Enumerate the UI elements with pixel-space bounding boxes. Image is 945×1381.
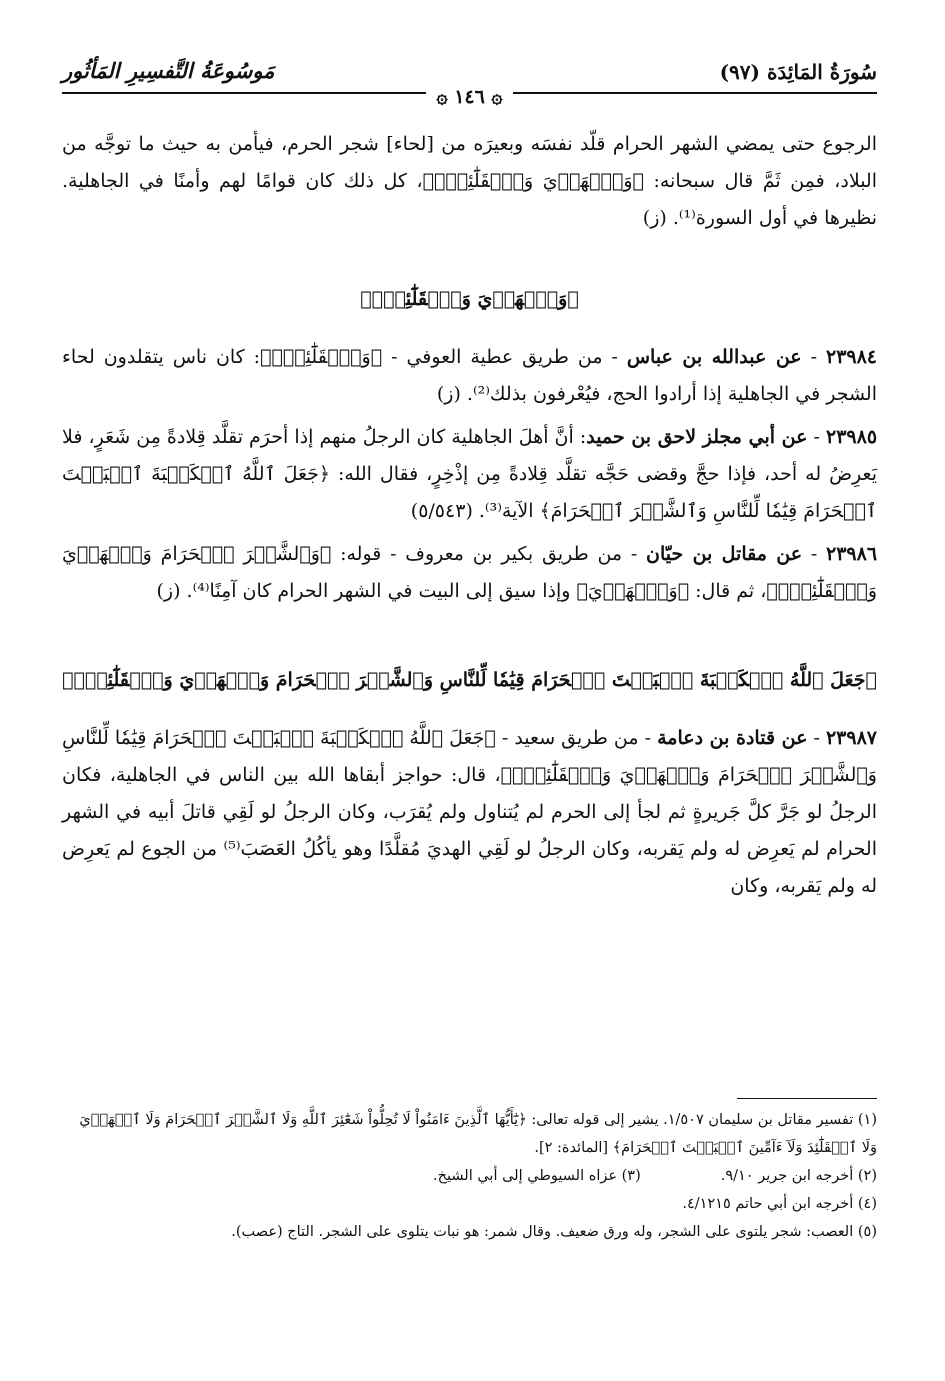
footnote-1: (١) تفسير مقاتل بن سليمان ١/٥٠٧. يشير إلى قوله تعالى: ﴿يَٰٓأَيُّهَا ٱلَّذِينَ ءَامَنُواْ لَا تُحِلُّواْ شَعَٰٓئِرَ ٱللَّهِ وَلَا ٱلشَّهۡرَ ٱلۡحَرَامَ وَلَا ٱلۡهَدۡيَ وَلَا ٱلۡقَلَٰٓئِدَ وَلَآ ءَآمِّينَ ٱلۡبَيۡتَ ٱلۡحَرَامَ﴾ [المائدة: ٢]. [79,1112,877,1156]
page-number: ۞ ١٤٦ ۞ [426,86,512,108]
page [62,52,877,1362]
footnote-rule [737,1098,877,1099]
entry-narrator: عن أبي مجلز لاحق بن حميد [586,426,808,448]
verse-heading-2: ﴿جَعَلَ ٱللَّهُ ٱلۡكَعۡبَةَ ٱلۡبَيۡتَ ٱلۡحَرَامَ قِيَٰمٗا لِّلنَّاسِ وَٱلشَّهۡرَ ٱلۡحَرَامَ وَٱلۡهَدۡيَ وَٱلۡقَلَٰٓئِدَۚ﴾ [62,669,877,691]
entry-text: - من طريق عطية العوفي - ﴿وَٱلۡقَلَٰٓئِدَۚ﴾: كان ناس يتقلدون لحاء الشجر في الجاهلية إذا أرادوا الحج، فيُعْرفون بذلك⁽²⁾. (ز) [62,346,877,405]
entry-narrator: عن قتادة بن دعامة [657,727,808,749]
entry-number: ٢٣٩٨٦ [826,543,878,565]
footnote-2: (٢) أخرجه ابن جرير ٩/١٠. [720,1168,877,1184]
verse-heading-1: ﴿وَٱلۡهَدۡيَ وَٱلۡقَلَٰٓئِدَۚ﴾ [360,288,579,310]
page-body [62,126,877,905]
entry-23987: ٢٣٩٨٧ - عن قتادة بن دعامة - من طريق سعيد - ﴿جَعَلَ ٱللَّهُ ٱلۡكَعۡبَةَ ٱلۡبَيۡتَ ٱلۡحَرَامَ قِيَٰمٗا لِّلنَّاسِ وَٱلشَّهۡرَ ٱلۡحَرَامَ وَٱلۡهَدۡيَ وَٱلۡقَلَٰٓئِدَۚ﴾، قال: حواجز أبقاها الله بين الناس في الجاهلية، فكان الرجلُ لو جَرَّ كلَّ جَريرةٍ ثم لجأ إلى الحرم لم يُتناول ولم يُقرَب، وكان الرجلُ لو لَقِي قاتلَ أبيه في الشهر الحرام لم يَعرِض له ولم يَقربه، وكان الرجلُ لو لَقِي الهديَ مُقلَّدًا وهو يأكُلُ العَصَبَ⁽⁵⁾ من الجوع لم يَعرِض له ولم يَقربه، وكان [62,727,877,897]
footnotes [62,1106,877,1246]
entry-23985: ٢٣٩٨٥ - عن أبي مجلز لاحق بن حميد: أنَّ أهلَ الجاهلية كان الرجلُ منهم إذا أحرَم تقلَّد قِلادةً مِن شَعَرٍ، فلا يَعرِضُ له أحد، فإذا حجَّ وقضى حَجَّه تقلَّد قِلادةً مِن إذْخِرٍ، فقال الله: ﴿جَعَلَ ٱللَّهُ ٱلۡكَعۡبَةَ ٱلۡبَيۡتَ ٱلۡحَرَامَ قِيَٰمٗا لِّلنَّاسِ وَٱلشَّهۡرَ ٱلۡحَرَامَ﴾ الآية⁽³⁾. (٥/٥٤٣) [62,426,878,522]
entry-text: - من طريق سعيد - ﴿جَعَلَ ٱللَّهُ ٱلۡكَعۡبَةَ ٱلۡبَيۡتَ ٱلۡحَرَامَ قِيَٰمٗا لِّلنَّاسِ وَٱلشَّهۡرَ ٱلۡحَرَامَ وَٱلۡهَدۡيَ وَٱلۡقَلَٰٓئِدَۚ﴾، قال: حواجز أبقاها الله بين الناس في الجاهلية، فكان الرجلُ لو جَرَّ كلَّ جَريرةٍ ثم لجأ إلى الحرم لم يُتناول ولم يُقرَب، وكان الرجلُ لو لَقِي قاتلَ أبيه في الشهر الحرام لم يَعرِض له ولم يَقربه، وكان الرجلُ لو لَقِي الهديَ مُقلَّدًا وهو يأكُلُ العَصَبَ⁽⁵⁾ من الجوع لم يَعرِض له ولم يَقربه، وكان [62,727,877,897]
entry-text: : أنَّ أهلَ الجاهلية كان الرجلُ منهم إذا أحرَم تقلَّد قِلادةً مِن شَعَرٍ، فلا يَعرِضُ له أحد، فإذا حجَّ وقضى حَجَّه تقلَّد قِلادةً مِن إذْخِرٍ، فقال الله: ﴿جَعَلَ ٱللَّهُ ٱلۡكَعۡبَةَ ٱلۡبَيۡتَ ٱلۡحَرَامَ قِيَٰمٗا لِّلنَّاسِ وَٱلشَّهۡرَ ٱلۡحَرَامَ﴾ الآية⁽³⁾. (٥/٥٤٣) [62,426,877,522]
entry-23984: ٢٣٩٨٤ - عن عبدالله بن عباس - من طريق عطية العوفي - ﴿وَٱلۡقَلَٰٓئِدَۚ﴾: كان ناس يتقلدون لحاء الشجر في الجاهلية إذا أرادوا الحج، فيُعْرفون بذلك⁽²⁾. (ز) [62,346,878,405]
entry-number: ٢٣٩٨٥ [826,426,878,448]
footnote-4: (٤) أخرجه ابن أبي حاتم ٤/١٢١٥. [682,1196,877,1212]
intro-paragraph: الرجوع حتى يمضي الشهر الحرام قلّد نفسَه وبعيرَه من [لحاء] شجر الحرم، فيأمن به حيث ما توجَّه من البلاد، فمِن ثَمَّ قال سبحانه: ﴿وَٱلۡهَدۡيَ وَٱلۡقَلَٰٓئِدَۚ﴾، كل ذلك كان قوامًا لهم وأمنًا في الجاهلية. نظيرها في أول السورة⁽¹⁾. (ز) [62,133,877,229]
entry-narrator: عن مقاتل بن حيّان [646,543,803,565]
entry-number: ٢٣٩٨٧ [825,727,877,749]
footnote-5: (٥) العصب: شجر يلتوى على الشجر، وله ورق ضعيف. وقال شمر: هو نبات يتلوى على الشجر. التاج (عصب). [231,1224,877,1240]
footnote-3: (٣) عزاه السيوطي إلى أبي الشيخ. [433,1168,641,1184]
entry-text: - من طريق بكير بن معروف - قوله: ﴿وَٱلشَّهۡرَ ٱلۡحَرَامَ وَٱلۡهَدۡيَ وَٱلۡقَلَٰٓئِدَۚ﴾، ثم قال: ﴿وَٱلۡهَدۡيَ﴾ وإذا سيق إلى البيت في الشهر الحرام كان آمِنًا⁽⁴⁾. (ز) [62,543,877,602]
surah-title: سُورَةُ المَائِدَة (٩٧) [719,60,877,84]
entry-23986: ٢٣٩٨٦ - عن مقاتل بن حيّان - من طريق بكير بن معروف - قوله: ﴿وَٱلشَّهۡرَ ٱلۡحَرَامَ وَٱلۡهَدۡيَ وَٱلۡقَلَٰٓئِدَۚ﴾، ثم قال: ﴿وَٱلۡهَدۡيَ﴾ وإذا سيق إلى البيت في الشهر الحرام كان آمِنًا⁽⁴⁾. (ز) [62,543,878,602]
entry-narrator: عن عبدالله بن عباس [626,346,802,368]
entry-number: ٢٣٩٨٤ [825,346,878,368]
page-number-wrap [62,86,877,108]
book-title: مَوسُوعَةُ التَّفسِيرِ المَأثُور [62,58,275,83]
